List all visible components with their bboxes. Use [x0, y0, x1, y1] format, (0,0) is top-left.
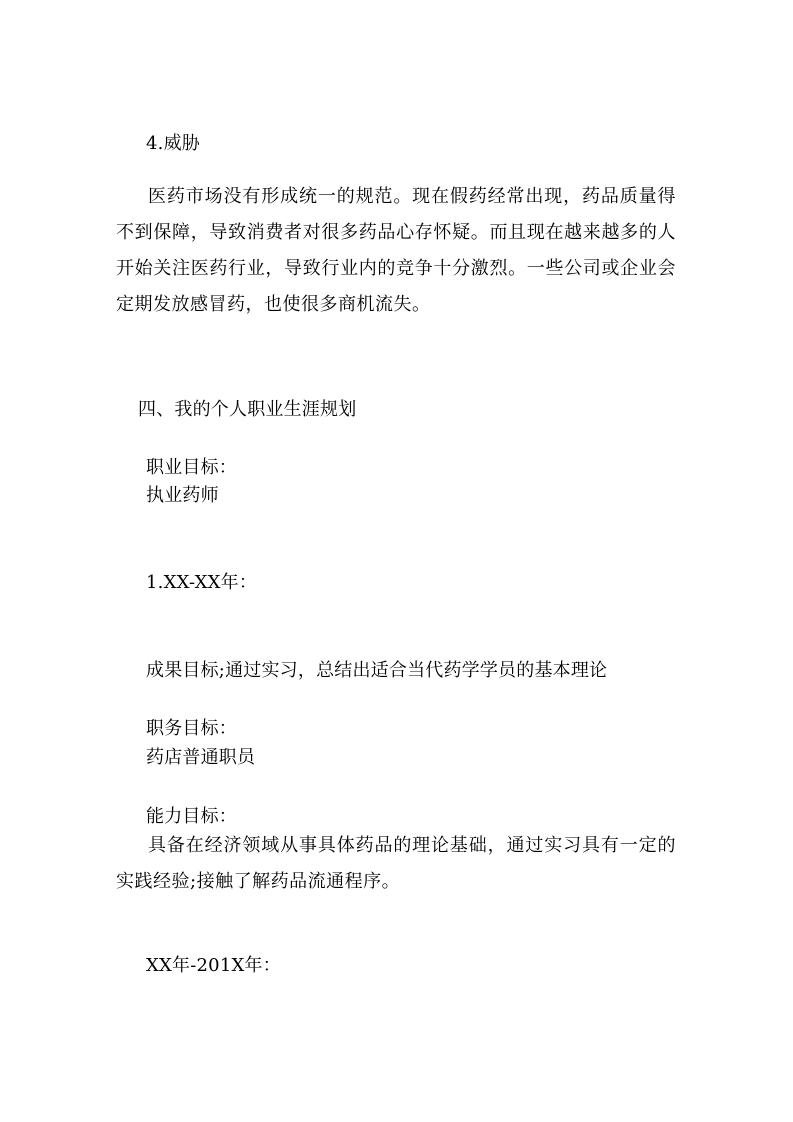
ability-goal-paragraph: 具备在经济领域从事具体药品的理论基础，通过实习具有一定的实践经验;接触了解药品流通程序。 [116, 835, 676, 892]
threat-paragraph: 医药市场没有形成统一的规范。现在假药经常出现，药品质量得不到保障，导致消费者对很多药品心存怀疑。而且现在越来越多的人开始关注医药行业，导致行业内的竞争十分激烈。一些公司或企业会定期发放感冒药，也使很多商机流失。 [116, 186, 676, 315]
career-goal-value: 执业药师 [146, 485, 219, 506]
period2-heading: XX年-201X年： [146, 955, 281, 976]
position-goal-label: 职务目标： [146, 718, 237, 739]
threat-heading: 4.威胁 [146, 133, 200, 154]
period1-heading: 1.XX-XX年： [146, 572, 258, 593]
achievement-goal: 成果目标;通过实习，总结出适合当代药学学员的基本理论 [146, 660, 608, 681]
ability-goal-label: 能力目标： [146, 806, 237, 827]
position-goal-value: 药店普通职员 [146, 747, 256, 768]
career-goal-label: 职业目标： [146, 457, 237, 478]
section-heading: 四、我的个人职业生涯规划 [138, 399, 357, 420]
